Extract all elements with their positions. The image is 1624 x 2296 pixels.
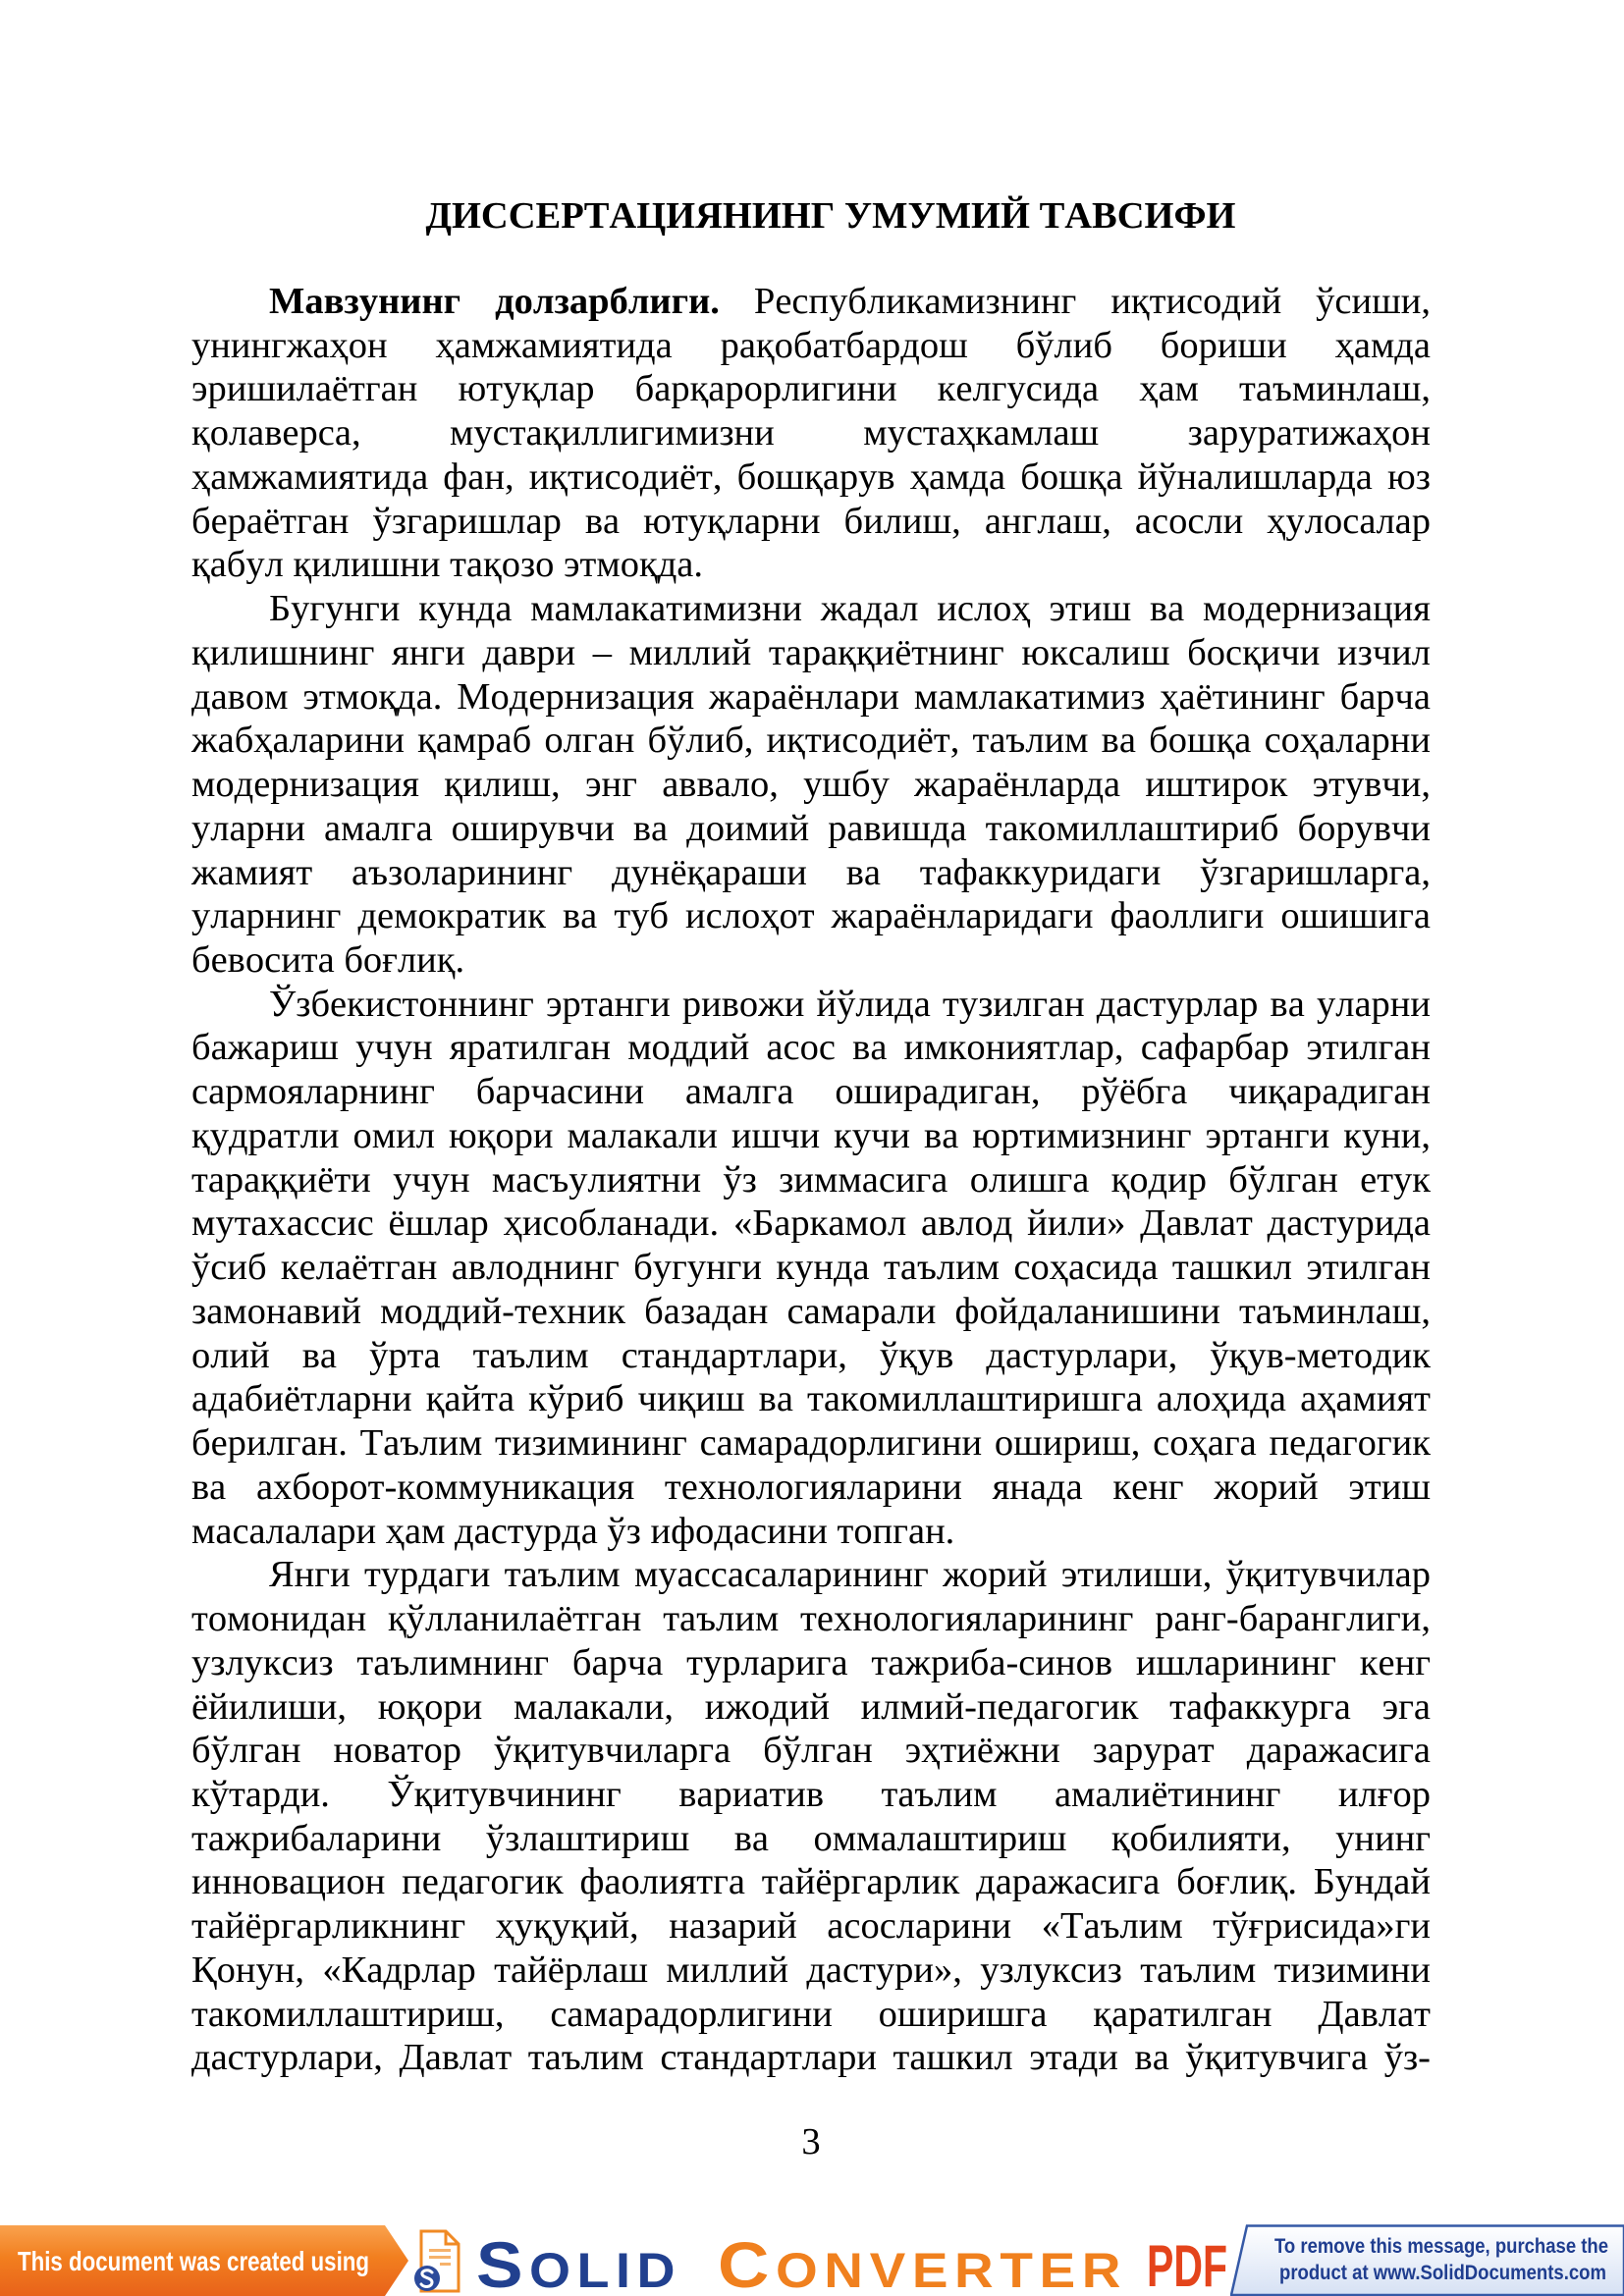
- body-text-line: бевосита боғлиқ.: [191, 939, 465, 982]
- logo-word-converter: [718, 2228, 1127, 2296]
- logo-initial-letter: S: [476, 2228, 530, 2296]
- body-text-line: ўсиб келаётган авлоднинг бугунги кунда таълим соҳасида ташкил этилган: [191, 1247, 1431, 1289]
- body-text-line: ҳамжамиятида фан, иқтисодиёт, бошқарув ҳамда бошқа йўналишларда юз: [191, 455, 1431, 498]
- body-text-line: масалалари ҳам дастурда ўз ифодасини топган.: [191, 1510, 955, 1552]
- body-text-line: сармояларнинг барчасини амалга оширадиган, рўёбга чиқарадиган: [191, 1071, 1431, 1113]
- body-text-line: узлуксиз таълимнинг барча турларига тажриба-синов ишларининг кенг: [191, 1641, 1431, 1683]
- remove-message-line-2-box: [1279, 2263, 1606, 2284]
- body-text-line: уларнинг демократик ва туб ислоҳот жараёнларидаги фаоллиги ошишига: [191, 895, 1431, 937]
- logo-word-pdf-box: [1147, 2233, 1227, 2296]
- body-text-line: Қонун, «Кадрлар тайёрлаш миллий дастури», узлуксиз таълим тизимини: [191, 1949, 1431, 1991]
- logo-rest-letters: ONVERTER: [775, 2243, 1127, 2296]
- body-text-line: қилишнинг янги даври – миллий тараққиётнинг юксалиш босқичи изчил: [191, 631, 1431, 673]
- body-text-line: Ўзбекистоннинг эртанги ривожи йўлида тузилган дастурлар ва уларни: [269, 983, 1431, 1025]
- body-text-line: модернизация қилиш, энг аввало, ушбу жараёнларда иштирок этувчи,: [191, 764, 1431, 806]
- body-text-line: кўтарди. Ўқитувчининг вариатив таълим амалиётининг илғор: [191, 1773, 1431, 1815]
- paragraph-1: [191, 280, 1431, 587]
- body-text-line: дастурлари, Давлат таълим стандартлари ташкил этади ва ўқитувчига ўз-: [191, 2037, 1431, 2079]
- body-text-line: адабиётларни қайта кўриб чиқиш ва такомиллаштиришга алоҳида аҳамият: [191, 1378, 1431, 1420]
- body-text-line: эришилаётган ютуқлар барқарорлигини келгусида ҳам таъминлаш,: [191, 368, 1431, 410]
- remove-message-line-1-box: [1274, 2236, 1608, 2258]
- body-text-line: ва ахборот-коммуникация технологияларини янада кенг жорий этиш: [191, 1466, 1431, 1508]
- logo-word-pdf: PDF: [1147, 2233, 1227, 2296]
- created-using-label-box: [18, 2248, 369, 2275]
- logo-word-solid: [476, 2228, 681, 2296]
- body-text-line: ёйилиши, юқори малакали, ижодий илмий-педагогик тафаккурга эга: [191, 1685, 1431, 1728]
- document-title: ДИССЕРТАЦИЯНИНГ УМУМИЙ ТАВСИФИ: [425, 195, 1236, 237]
- logo-word-converter-box: [718, 2228, 1127, 2296]
- footer-banner: [0, 2224, 1624, 2296]
- body-text-line: томонидан қўлланилаётган таълим технологияларининг ранг-баранглиги,: [191, 1598, 1431, 1640]
- solid-converter-logo-icon: [412, 2229, 461, 2294]
- body-text-line: бўлган новатор ўқитувчиларга бўлган эҳтиёжни зарурат даражасига: [191, 1730, 1431, 1772]
- body-text-line: инновацион педагогик фаолиятга тайёргарлик даражасига боғлиқ. Бундай: [191, 1861, 1431, 1903]
- body-text-run: Республикамизнинг иқтисодий ўсиши,: [753, 281, 1431, 322]
- body-text-line: замонавий моддий-техник базадан самарали фойдаланишини таъминлаш,: [191, 1290, 1431, 1332]
- body-text-line: бажариш учун яратилган моддий асос ва имкониятлар, сафарбар этилган: [191, 1027, 1431, 1069]
- body-text-line: жабҳаларини қамраб олган бўлиб, иқтисодиёт, таълим ва бошқа соҳаларни: [191, 720, 1431, 762]
- body-text-line: давом этмоқда. Модернизация жараёнлари мамлакатимиз ҳаётининг барча: [191, 675, 1431, 718]
- body-text-line: жамият аъзоларининг дунёқараши ва тафаккуридаги ўзгаришларга,: [191, 851, 1431, 893]
- body-text-line: қудратли омил юқори малакали ишчи кучи ва юртимизнинг эртанги куни,: [191, 1114, 1431, 1156]
- remove-message-line-1: To remove this message, purchase the: [1274, 2235, 1608, 2258]
- body-text-line: берилган. Таълим тизимининг самарадорлигини ошириш, соҳага педагогик: [191, 1422, 1431, 1465]
- remove-message-line-2: product at www.SolidDocuments.com: [1279, 2262, 1606, 2284]
- body-text-line: мутахассис ёшлар ҳисобланади. «Баркамол авлод йили» Давлат дастурида: [191, 1202, 1431, 1245]
- paragraph-2: [191, 587, 1431, 983]
- paragraph-3: [191, 983, 1431, 1554]
- body-text-line: тажрибаларини ўзлаштириш ва оммалаштириш қобилияти, унинг: [191, 1817, 1431, 1859]
- body-text-line: қолаверса, мустақиллигимизни мустаҳкамлаш заруратижаҳон: [191, 412, 1431, 454]
- body-text-line: қабул қилишни тақозо этмоқда.: [191, 544, 703, 586]
- body-text-line: олий ва ўрта таълим стандартлари, ўқув дастурлари, ўқув-методик: [191, 1334, 1431, 1376]
- remove-message-box[interactable]: [1230, 2224, 1624, 2296]
- body-text-line: Бугунги кунда мамлакатимизни жадал ислоҳ этиш ва модернизация: [269, 588, 1431, 630]
- logo-initial-letter: C: [718, 2228, 776, 2296]
- body-text-line: бераётган ўзгаришлар ва ютуқларни билиш, англаш, асосли ҳулосалар: [191, 500, 1431, 542]
- created-using-label: This document was created using: [18, 2246, 369, 2276]
- logo-word-solid-box: [476, 2228, 681, 2296]
- body-text-line: такомиллаштириш, самарадорлигини оширишга қаратилган Давлат: [191, 1993, 1431, 2035]
- paragraph-lead-heading: Мавзунинг долзарблиги.: [269, 281, 720, 322]
- paragraph-4: [191, 1553, 1431, 2080]
- logo-rest-letters: OLID: [529, 2243, 681, 2296]
- body-text-line: тайёргарликнинг ҳуқуқий, назарий асосларини «Таълим тўғрисида»ги: [191, 1905, 1431, 1948]
- body-text-line: [191, 280, 1431, 324]
- body-text-line: унингжаҳон ҳамжамиятида рақобатбардош бўлиб бориши ҳамда: [191, 324, 1431, 366]
- body-text-line: уларни амалга оширувчи ва доимий равишда такомиллаштириб борувчи: [191, 807, 1431, 849]
- document-body: [191, 280, 1431, 2080]
- page-number: 3: [801, 2121, 821, 2163]
- body-text-line: Янги турдаги таълим муассасаларининг жорий этилиши, ўқитувчилар: [269, 1554, 1431, 1596]
- body-text-line: тараққиёти учун масъулиятни ўз зиммасига олишга қодир бўлган етук: [191, 1158, 1431, 1201]
